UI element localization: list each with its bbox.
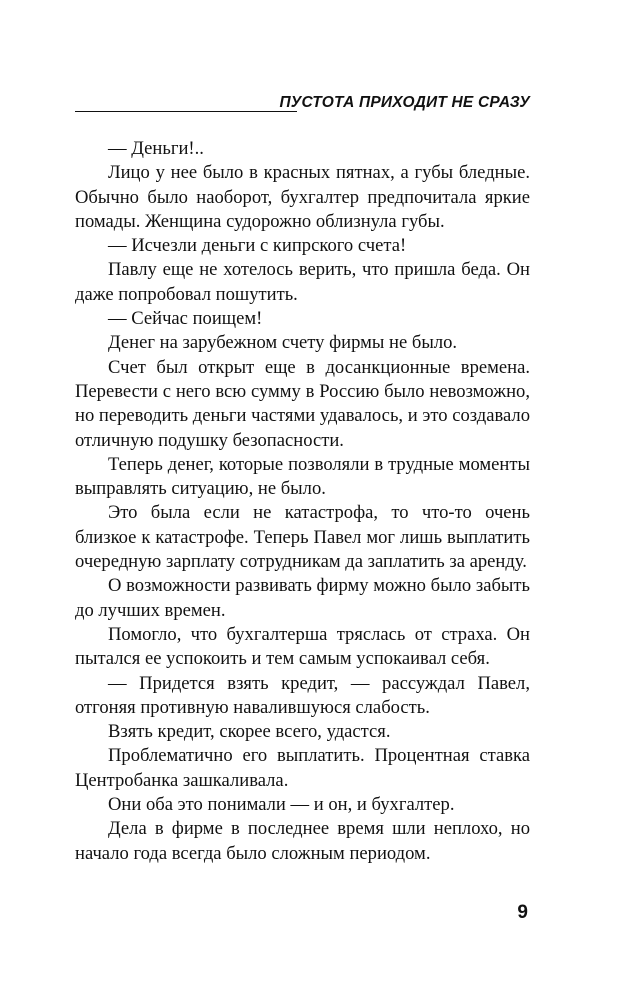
paragraph: Теперь денег, которые позволяли в трудные моменты выправлять ситуацию, не было. [75, 453, 530, 500]
paragraph: Проблематично его выплатить. Процентная ставка Центробанка зашкаливала. [75, 745, 530, 791]
paragraph: О возможности развивать фирму можно было забыть до лучших времен. [75, 575, 530, 621]
paragraph: — Сейчас поищем! [108, 308, 263, 330]
paragraph: — Деньги!.. [108, 138, 204, 159]
paragraph: — Исчезли деньги с кипрского счета! [108, 235, 407, 257]
paragraph: Это была если не катастрофа, то что-то очень близкое к катастрофе. Теперь Павел мог лишь выплатить очередную зарплату сотрудникам да заплатить за аренду. [75, 502, 530, 573]
page-number: 9 [517, 902, 528, 923]
header-rule [75, 111, 297, 112]
paragraph: Лицо у нее было в красных пятнах, а губы бледные. Обычно было наоборот, бухгалтер предпочитала яркие помады. Женщина судорожно облизнула губы. [75, 162, 530, 232]
paragraph: Павлу еще не хотелось верить, что пришла беда. Он даже попробовал пошутить. [75, 259, 530, 305]
paragraph: Дела в фирме в последнее время шли неплохо, но начало года всегда было сложным периодом. [75, 818, 530, 864]
running-title: ПУСТОТА ПРИХОДИТ НЕ СРАЗУ [279, 94, 530, 111]
paragraph: Взять кредит, скорее всего, удастся. [108, 721, 391, 743]
paragraph: Денег на зарубежном счету фирмы не было. [108, 332, 458, 354]
paragraph: Счет был открыт еще в досанкционные времена. Перевести с него всю сумму в Россию было невозможно, но переводить деньги частями удавалось, и это создавало отличную подушку безопасности. [75, 356, 530, 451]
paragraph: Они оба это понимали — и он, и бухгалтер. [108, 794, 455, 816]
body-text [75, 137, 530, 866]
paragraph: Помогло, что бухгалтерша тряслась от страха. Он пытался ее успокоить и тем самым успокаивал себя. [75, 623, 530, 670]
paragraph: — Придется взять кредит, — рассуждал Павел, отгоняя противную навалившуюся слабость. [75, 672, 530, 718]
